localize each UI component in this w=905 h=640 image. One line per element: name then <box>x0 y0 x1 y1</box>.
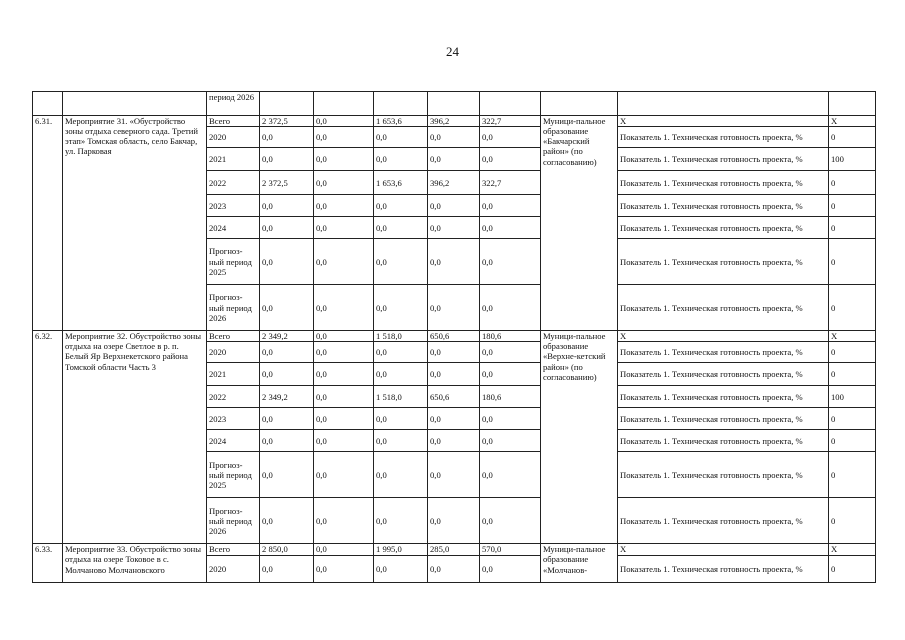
amount-cell: 0,0 <box>374 239 428 285</box>
item-title: Мероприятие 32. Обустройство зоны отдыха на озере Светлое в р. п. Белый Яр Верхнекетского района Томской области Часть 3 <box>63 331 207 544</box>
amount-cell: 0,0 <box>374 217 428 239</box>
amount-cell: 0,0 <box>314 116 374 127</box>
period-cell: Прогноз-ный период 2026 <box>207 498 260 544</box>
amount-cell: 0,0 <box>374 498 428 544</box>
indicator-cell: Показатель 1. Техническая готовность проекта, % <box>618 556 829 583</box>
executor-cell: Муници-пальное образование «Молчанов- <box>541 544 618 583</box>
amount-cell: 0,0 <box>480 408 541 430</box>
amount-cell: 0,0 <box>314 408 374 430</box>
indicator-value: 0 <box>829 342 876 363</box>
amount-cell: 0,0 <box>314 556 374 583</box>
amount-cell: 0,0 <box>314 239 374 285</box>
indicator-cell: Показатель 1. Техническая готовность проекта, % <box>618 342 829 363</box>
amount-cell: 0,0 <box>480 239 541 285</box>
amount-cell: 0,0 <box>374 342 428 363</box>
amount-cell: 0,0 <box>314 363 374 386</box>
period-cell: 2024 <box>207 217 260 239</box>
amount-cell: 0,0 <box>314 386 374 408</box>
indicator-value: 0 <box>829 239 876 285</box>
amount-cell: 0,0 <box>260 452 314 498</box>
indicator-value: 0 <box>829 127 876 148</box>
indicator-cell: X <box>618 331 829 342</box>
amount-cell: 0,0 <box>374 127 428 148</box>
amount-cell: 0,0 <box>480 195 541 217</box>
amount-cell: 0,0 <box>480 127 541 148</box>
amount-cell: 570,0 <box>480 544 541 556</box>
amount-cell: 650,6 <box>428 386 480 408</box>
table-body <box>33 92 876 583</box>
amount-cell: 0,0 <box>374 363 428 386</box>
amount-cell: 396,2 <box>428 171 480 195</box>
amount-cell: 0,0 <box>314 127 374 148</box>
amount-cell: 0,0 <box>480 148 541 171</box>
amount-cell: 0,0 <box>260 363 314 386</box>
amount-cell: 650,6 <box>428 331 480 342</box>
amount-cell: 0,0 <box>428 195 480 217</box>
indicator-value: 0 <box>829 363 876 386</box>
indicator-value: 0 <box>829 430 876 452</box>
period-cell: 2023 <box>207 195 260 217</box>
amount-cell: 0,0 <box>260 408 314 430</box>
amount-cell: 0,0 <box>374 195 428 217</box>
period-cell: 2023 <box>207 408 260 430</box>
amount-cell: 0,0 <box>428 239 480 285</box>
amount-cell: 0,0 <box>374 148 428 171</box>
indicator-value: 0 <box>829 195 876 217</box>
indicator-cell: X <box>618 116 829 127</box>
indicator-value: 0 <box>829 452 876 498</box>
amount-cell: 0,0 <box>260 430 314 452</box>
amount-cell: 0,0 <box>260 239 314 285</box>
amount-cell: 180,6 <box>480 331 541 342</box>
table-row <box>33 92 876 116</box>
indicator-cell: Показатель 1. Техническая готовность проекта, % <box>618 452 829 498</box>
amount-cell: 0,0 <box>260 195 314 217</box>
amount-cell: 0,0 <box>314 342 374 363</box>
period-cell: 2024 <box>207 430 260 452</box>
executor-cell: Муници-пальное образование «Верхне-кетский район» (по согласованию) <box>541 331 618 544</box>
indicator-cell: Показатель 1. Техническая готовность проекта, % <box>618 430 829 452</box>
amount-cell: 0,0 <box>428 217 480 239</box>
period-cell: период 2026 <box>207 92 260 116</box>
amount-cell: 0,0 <box>314 148 374 171</box>
amount-cell: 0,0 <box>260 498 314 544</box>
item-title: Мероприятие 33. Обустройство зоны отдыха на озере Токовое в с. Молчаново Молчановского <box>63 544 207 583</box>
period-cell: 2021 <box>207 363 260 386</box>
amount-cell: 0,0 <box>428 148 480 171</box>
amount-cell: 2 372,5 <box>260 116 314 127</box>
amount-cell: 322,7 <box>480 171 541 195</box>
amount-cell: 322,7 <box>480 116 541 127</box>
amount-cell: 0,0 <box>374 556 428 583</box>
amount-cell: 0,0 <box>260 148 314 171</box>
amount-cell: 0,0 <box>480 217 541 239</box>
amount-cell: 0,0 <box>374 285 428 331</box>
period-cell: Всего <box>207 116 260 127</box>
indicator-value: X <box>829 116 876 127</box>
period-cell: Прогноз-ный период 2025 <box>207 239 260 285</box>
amount-cell: 0,0 <box>480 498 541 544</box>
indicator-cell: Показатель 1. Техническая готовность проекта, % <box>618 127 829 148</box>
amount-cell: 0,0 <box>428 127 480 148</box>
indicator-value: 0 <box>829 217 876 239</box>
indicator-value: 0 <box>829 556 876 583</box>
amount-cell: 0,0 <box>314 498 374 544</box>
amount-cell: 0,0 <box>428 342 480 363</box>
period-cell: 2022 <box>207 171 260 195</box>
amount-cell: 2 850,0 <box>260 544 314 556</box>
amount-cell: 0,0 <box>480 363 541 386</box>
item-code: 6.32. <box>33 331 63 544</box>
budget-table <box>32 91 876 583</box>
indicator-cell: Показатель 1. Техническая готовность проекта, % <box>618 285 829 331</box>
indicator-cell: Показатель 1. Техническая готовность проекта, % <box>618 195 829 217</box>
amount-cell: 396,2 <box>428 116 480 127</box>
period-cell: 2022 <box>207 386 260 408</box>
amount-cell: 0,0 <box>314 285 374 331</box>
indicator-value: X <box>829 544 876 556</box>
amount-cell: 0,0 <box>428 363 480 386</box>
amount-cell: 0,0 <box>314 217 374 239</box>
period-cell: 2020 <box>207 127 260 148</box>
amount-cell: 0,0 <box>428 408 480 430</box>
indicator-cell: Показатель 1. Техническая готовность проекта, % <box>618 408 829 430</box>
amount-cell: 0,0 <box>480 452 541 498</box>
amount-cell: 2 372,5 <box>260 171 314 195</box>
period-cell: Всего <box>207 544 260 556</box>
amount-cell: 1 518,0 <box>374 386 428 408</box>
indicator-cell: Показатель 1. Техническая готовность проекта, % <box>618 363 829 386</box>
period-cell: 2020 <box>207 342 260 363</box>
amount-cell: 0,0 <box>314 452 374 498</box>
table-row <box>33 116 876 127</box>
table-row <box>33 331 876 342</box>
amount-cell: 0,0 <box>260 556 314 583</box>
table-row <box>33 544 876 556</box>
indicator-value: 0 <box>829 171 876 195</box>
indicator-value: 100 <box>829 386 876 408</box>
amount-cell: 0,0 <box>480 556 541 583</box>
indicator-cell: Показатель 1. Техническая готовность проекта, % <box>618 171 829 195</box>
amount-cell: 2 349,2 <box>260 386 314 408</box>
amount-cell: 0,0 <box>480 285 541 331</box>
period-cell: Прогноз-ный период 2025 <box>207 452 260 498</box>
period-cell: Всего <box>207 331 260 342</box>
amount-cell: 180,6 <box>480 386 541 408</box>
amount-cell: 0,0 <box>428 452 480 498</box>
indicator-value: 0 <box>829 285 876 331</box>
amount-cell: 0,0 <box>480 342 541 363</box>
amount-cell: 0,0 <box>428 430 480 452</box>
amount-cell: 0,0 <box>260 217 314 239</box>
amount-cell: 285,0 <box>428 544 480 556</box>
indicator-cell: X <box>618 544 829 556</box>
amount-cell: 0,0 <box>314 544 374 556</box>
indicator-cell: Показатель 1. Техническая готовность проекта, % <box>618 239 829 285</box>
indicator-cell: Показатель 1. Техническая готовность проекта, % <box>618 386 829 408</box>
amount-cell: 0,0 <box>480 430 541 452</box>
amount-cell: 0,0 <box>260 285 314 331</box>
amount-cell: 2 349,2 <box>260 331 314 342</box>
period-cell: 2021 <box>207 148 260 171</box>
amount-cell: 0,0 <box>428 498 480 544</box>
executor-cell: Муници-пальное образование «Бакчарский район» (по согласованию) <box>541 116 618 331</box>
indicator-value: 0 <box>829 408 876 430</box>
amount-cell: 1 518,0 <box>374 331 428 342</box>
page-number: 24 <box>446 44 459 59</box>
amount-cell: 1 653,6 <box>374 171 428 195</box>
amount-cell: 0,0 <box>428 556 480 583</box>
amount-cell: 0,0 <box>260 342 314 363</box>
amount-cell: 0,0 <box>260 127 314 148</box>
indicator-value: 100 <box>829 148 876 171</box>
amount-cell: 0,0 <box>428 285 480 331</box>
amount-cell: 1 995,0 <box>374 544 428 556</box>
indicator-cell: Показатель 1. Техническая готовность проекта, % <box>618 148 829 171</box>
amount-cell: 1 653,6 <box>374 116 428 127</box>
indicator-cell: Показатель 1. Техническая готовность проекта, % <box>618 498 829 544</box>
indicator-cell: Показатель 1. Техническая готовность проекта, % <box>618 217 829 239</box>
item-code: 6.31. <box>33 116 63 331</box>
period-cell: 2020 <box>207 556 260 583</box>
amount-cell: 0,0 <box>314 331 374 342</box>
amount-cell: 0,0 <box>314 195 374 217</box>
amount-cell: 0,0 <box>374 452 428 498</box>
indicator-value: 0 <box>829 498 876 544</box>
period-cell: Прогноз-ный период 2026 <box>207 285 260 331</box>
amount-cell: 0,0 <box>314 171 374 195</box>
item-code: 6.33. <box>33 544 63 583</box>
amount-cell: 0,0 <box>314 430 374 452</box>
indicator-value: X <box>829 331 876 342</box>
amount-cell: 0,0 <box>374 408 428 430</box>
amount-cell: 0,0 <box>374 430 428 452</box>
item-title: Мероприятие 31. «Обустройство зоны отдыха северного сада. Третий этап» Томская область, село Бакчар, ул. Парковая <box>63 116 207 331</box>
